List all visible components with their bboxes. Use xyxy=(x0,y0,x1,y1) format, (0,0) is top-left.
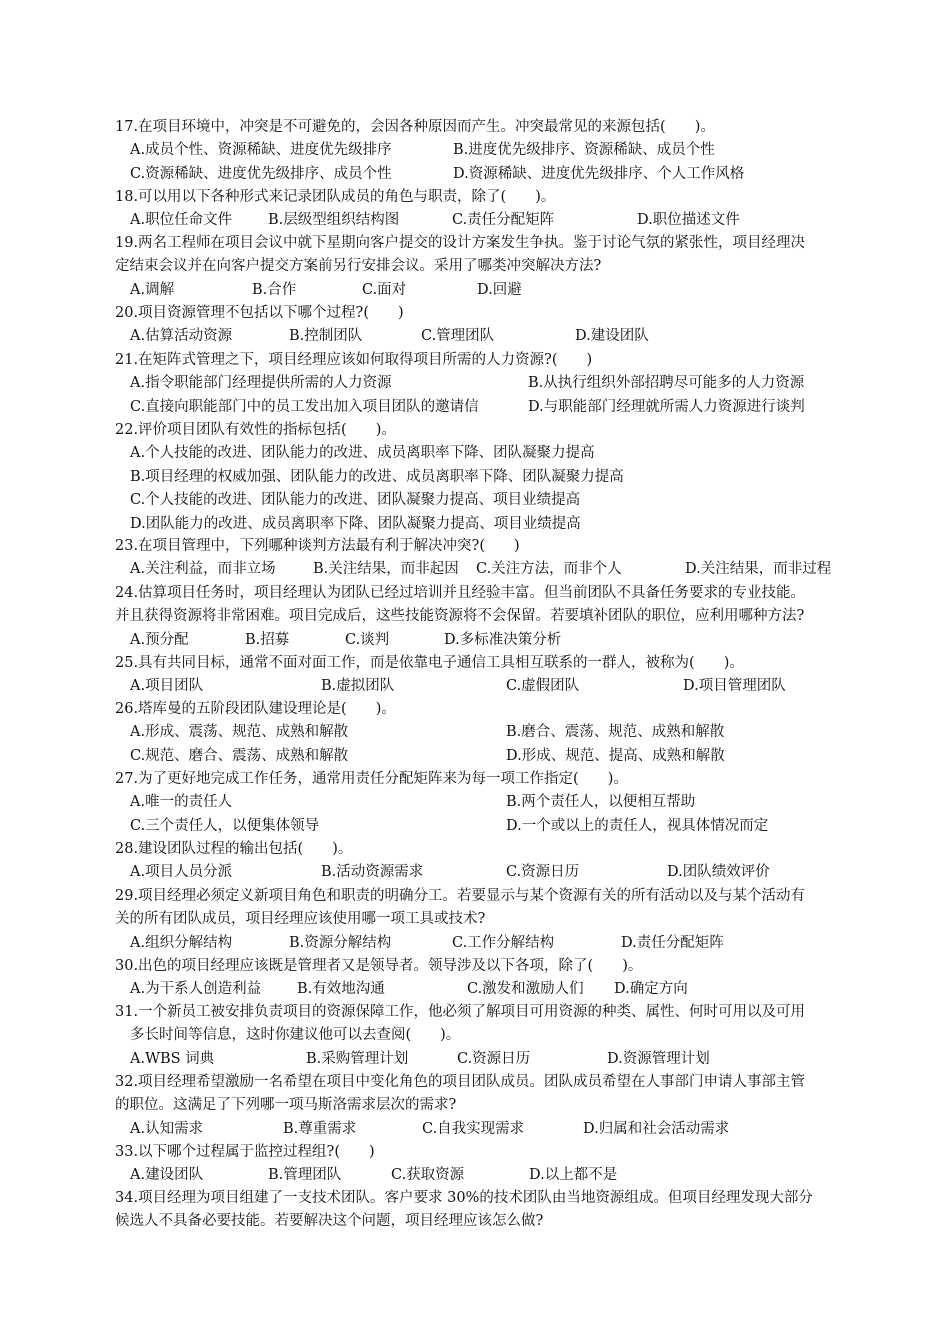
option-d: D.多标准决策分析 xyxy=(444,631,562,648)
option-d: D.归属和社会活动需求 xyxy=(583,1120,730,1137)
question-stem-line: 多长时间等信息，这时你建议他可以去查阅( )。 xyxy=(130,1027,461,1044)
option-row xyxy=(115,791,845,814)
question-stem-line: 33.以下哪个过程属于监控过程组?( ) xyxy=(115,1144,375,1160)
option-b: B.资源分解结构 xyxy=(289,934,392,951)
option-a: A.项目团队 xyxy=(130,678,204,695)
question-stem-line: 并且获得资源将非常困难。项目完成后，这些技能资源将不会保留。若要填补团队的职位，应利用哪种方法? xyxy=(115,608,805,625)
option-row xyxy=(115,861,845,884)
question-stem-line: 29.项目经理必须定义新项目角色和职责的明确分工。若要显示与某个资源有关的所有活动以及与某个活动有 xyxy=(115,888,806,904)
option-b: B.控制团队 xyxy=(289,328,363,345)
option-a: A.估算活动资源 xyxy=(130,328,233,345)
option-d: D.项目管理团队 xyxy=(683,678,786,695)
option-c: C.资源日历 xyxy=(506,864,580,881)
option-b: B.关注结果，而非起因 xyxy=(313,561,459,578)
option-c: C.面对 xyxy=(362,281,407,298)
option-row xyxy=(115,466,845,489)
option-a: A.WBS 词典 xyxy=(130,1050,215,1067)
option-c: C.资源日历 xyxy=(457,1050,531,1067)
option-d: D.回避 xyxy=(477,281,522,298)
option-c: C.自我实现需求 xyxy=(422,1120,525,1137)
option-d: D.形成、规范、提高、成熟和解散 xyxy=(506,747,725,764)
option-row xyxy=(115,139,845,162)
option-a: A.预分配 xyxy=(130,631,189,648)
option-a: A.成员个性、资源稀缺、进度优先级排序 xyxy=(130,142,392,159)
question-stem-line: 30.出色的项目经理应该既是管理者又是领导者。领导涉及以下各项，除了( )。 xyxy=(115,958,643,974)
option-row xyxy=(115,721,845,744)
option-c: C.个人技能的改进、团队能力的改进、团队凝聚力提高、项目业绩提高 xyxy=(130,492,581,509)
option-b: B.虚拟团队 xyxy=(321,678,395,695)
option-b: B.进度优先级排序、资源稀缺、成员个性 xyxy=(453,142,715,159)
question-28 xyxy=(115,838,845,885)
option-row xyxy=(115,325,845,348)
option-d: D.团队绩效评价 xyxy=(667,864,770,881)
option-b: B.尊重需求 xyxy=(283,1120,357,1137)
option-c: C.谈判 xyxy=(345,631,390,648)
option-row xyxy=(115,396,845,419)
option-a: A.个人技能的改进、团队能力的改进、成员离职率下降、团队凝聚力提高 xyxy=(130,445,595,462)
option-b: B.项目经理的权威加强、团队能力的改进、成员离职率下降、团队凝聚力提高 xyxy=(130,468,624,485)
question-stem-line: 19.两名工程师在项目会议中就下星期向客户提交的设计方案发生争执。鉴于讨论气氛的紧张性，项目经理决 xyxy=(115,235,806,251)
option-b: B.磨合、震荡、规范、成熟和解散 xyxy=(506,724,725,741)
question-stem-line: 21.在矩阵式管理之下，项目经理应该如何取得项目所需的人力资源?( ) xyxy=(115,352,593,368)
option-d: D.资源管理计划 xyxy=(607,1050,710,1067)
option-row xyxy=(115,209,845,232)
option-row xyxy=(115,372,845,395)
question-stem-line: 20.项目资源管理不包括以下哪个过程?( ) xyxy=(115,305,404,321)
option-a: A.指令职能部门经理提供所需的人力资源 xyxy=(130,375,392,392)
question-stem-line: 27.为了更好地完成工作任务，通常用责任分配矩阵来为每一项工作指定( )。 xyxy=(115,771,628,787)
option-a: A.项目人员分派 xyxy=(130,864,233,881)
option-row xyxy=(115,629,845,652)
question-stem-line: 24.估算项目任务时，项目经理认为团队已经过培训并且经验丰富。但当前团队不具备任务要求的专业技能。 xyxy=(115,585,806,601)
question-29 xyxy=(115,885,845,955)
option-a: A.职位任命文件 xyxy=(130,212,233,229)
option-c: C.获取资源 xyxy=(391,1167,465,1184)
question-19 xyxy=(115,232,845,302)
option-a: A.唯一的责任人 xyxy=(130,794,233,811)
option-row xyxy=(115,513,845,536)
question-32 xyxy=(115,1071,845,1141)
option-d: D.确定方向 xyxy=(614,981,688,998)
option-a: A.关注利益，而非立场 xyxy=(130,561,276,578)
option-c: C.激发和激励人们 xyxy=(467,981,584,998)
question-stem-line: 定结束会议并在向客户提交方案前另行安排会议。采用了哪类冲突解决方法? xyxy=(115,258,602,275)
option-b: B.活动资源需求 xyxy=(321,864,424,881)
question-24 xyxy=(115,582,845,652)
question-25 xyxy=(115,652,845,699)
question-stem-line: 22.评价项目团队有效性的指标包括( )。 xyxy=(115,422,396,438)
option-row xyxy=(115,1048,845,1071)
option-d: D.责任分配矩阵 xyxy=(621,934,724,951)
option-b: B.招募 xyxy=(245,631,290,648)
option-row xyxy=(115,675,845,698)
option-row xyxy=(115,815,845,838)
option-d: D.与职能部门经理就所需人力资源进行谈判 xyxy=(528,398,805,415)
option-c: C.直接向职能部门中的员工发出加入项目团队的邀请信 xyxy=(130,398,479,415)
question-23 xyxy=(115,535,845,582)
question-17 xyxy=(115,116,845,186)
option-row xyxy=(115,932,845,955)
option-c: C.责任分配矩阵 xyxy=(452,212,555,229)
question-33 xyxy=(115,1141,845,1188)
option-d: D.团队能力的改进、成员离职率下降、团队凝聚力提高、项目业绩提高 xyxy=(130,515,581,532)
question-stem-line: 32.项目经理希望激励一名希望在项目中变化角色的项目团队成员。团队成员希望在人事部门申请人事部主管 xyxy=(115,1074,806,1090)
option-b: B.采购管理计划 xyxy=(306,1050,409,1067)
option-d: D.以上都不是 xyxy=(529,1167,618,1184)
option-d: D.关注结果，而非过程 xyxy=(685,561,832,578)
option-d: D.建设团队 xyxy=(575,328,649,345)
option-c: C.工作分解结构 xyxy=(452,934,555,951)
question-30 xyxy=(115,955,845,1002)
option-c: C.资源稀缺、进度优先级排序、成员个性 xyxy=(130,165,392,182)
option-a: A.组织分解结构 xyxy=(130,934,233,951)
question-stem-line: 23.在项目管理中，下列哪种谈判方法最有利于解决冲突?( ) xyxy=(115,538,520,554)
option-a: A.为干系人创造利益 xyxy=(130,981,262,998)
question-stem-line: 34.项目经理为项目组建了一支技术团队。客户要求 30%的技术团队由当地资源组成。但项目经理发现大部分 xyxy=(115,1190,813,1206)
option-c: C.三个责任人，以便集体领导 xyxy=(130,817,320,834)
question-stem-line: 25.具有共同目标，通常不面对面工作，而是依靠电子通信工具相互联系的一群人，被称为( )。 xyxy=(115,655,744,671)
question-stem-line: 17.在项目环境中，冲突是不可避免的，会因各种原因而产生。冲突最常见的来源包括( )。 xyxy=(115,119,715,135)
option-row xyxy=(115,279,845,302)
question-stem-line: 的职位。这满足了下列哪一项马斯洛需求层次的需求? xyxy=(115,1097,457,1114)
question-20 xyxy=(115,302,845,349)
question-22 xyxy=(115,419,845,536)
option-a: A.建设团队 xyxy=(130,1167,204,1184)
option-c: C.虚假团队 xyxy=(506,678,580,695)
option-a: A.调解 xyxy=(130,281,175,298)
option-row xyxy=(115,442,845,465)
question-18 xyxy=(115,186,845,233)
option-row xyxy=(115,489,845,512)
option-row xyxy=(115,558,845,581)
option-d: D.职位描述文件 xyxy=(637,212,740,229)
question-26 xyxy=(115,698,845,768)
option-b: B.从执行组织外部招聘尽可能多的人力资源 xyxy=(528,375,805,392)
option-b: B.合作 xyxy=(252,281,297,298)
option-c: C.规范、磨合、震荡、成熟和解散 xyxy=(130,747,349,764)
option-a: A.认知需求 xyxy=(130,1120,204,1137)
question-stem-line: 关的所有团队成员，项目经理应该使用哪一项工具或技术? xyxy=(115,911,486,928)
option-row xyxy=(115,1164,845,1187)
option-d: D.一个或以上的责任人，视具体情况而定 xyxy=(506,817,769,834)
option-row xyxy=(115,1118,845,1141)
question-stem-line: 候选人不具备必要技能。若要解决这个问题，项目经理应该怎么做? xyxy=(115,1213,544,1230)
question-stem-line: 18.可以用以下各种形式来记录团队成员的角色与职责，除了( )。 xyxy=(115,189,556,205)
question-stem-line: 28.建设团队过程的输出包括( )。 xyxy=(115,841,353,857)
question-stem-line: 31.一个新员工被安排负责项目的资源保障工作，他必须了解项目可用资源的种类、属性、何时可用以及可用 xyxy=(115,1004,806,1020)
option-b: B.有效地沟通 xyxy=(297,981,385,998)
question-34 xyxy=(115,1187,845,1234)
option-c: C.管理团队 xyxy=(421,328,495,345)
question-21 xyxy=(115,349,845,419)
option-b: B.层级型组织结构图 xyxy=(268,212,400,229)
option-row xyxy=(115,978,845,1001)
question-31 xyxy=(115,1001,845,1071)
option-a: A.形成、震荡、规范、成熟和解散 xyxy=(130,724,349,741)
question-27 xyxy=(115,768,845,838)
option-row xyxy=(115,163,845,186)
option-row xyxy=(115,745,845,768)
option-d: D.资源稀缺、进度优先级排序、个人工作风格 xyxy=(453,165,745,182)
option-b: B.两个责任人，以便相互帮助 xyxy=(506,794,696,811)
option-b: B.管理团队 xyxy=(268,1167,342,1184)
option-c: C.关注方法，而非个人 xyxy=(476,561,622,578)
question-stem-line: 26.塔库曼的五阶段团队建设理论是( )。 xyxy=(115,701,396,717)
